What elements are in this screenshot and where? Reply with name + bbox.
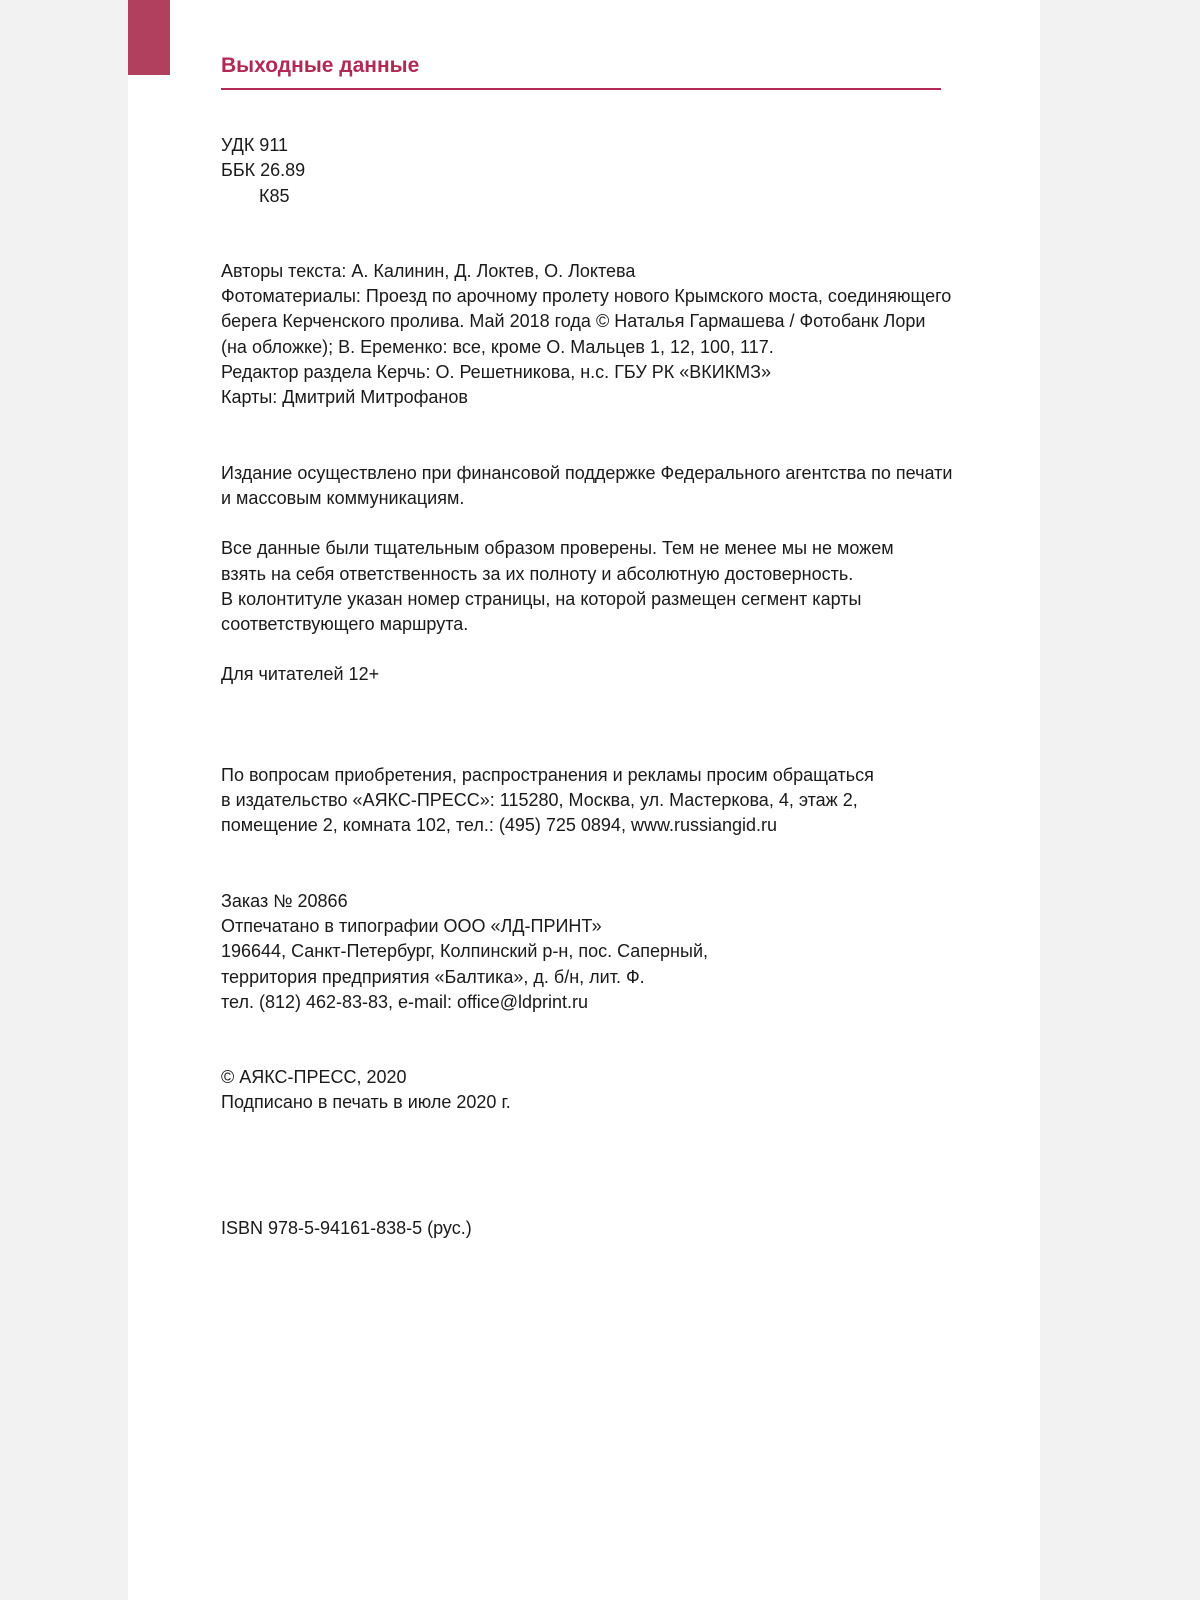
printing-line: Заказ № 20866 [221,890,348,911]
contacts-line: помещение 2, комната 102, тел.: (495) 725 0894, www.russiangid.ru [221,815,778,836]
disclaimer-line: взять на себя ответственность за их полноту и абсолютную достоверность. [221,563,854,584]
page-title: Выходные данные [221,52,941,90]
credits-line: берега Керченского пролива. Май 2018 года © Наталья Гармашева / Фотобанк Лори [221,311,926,332]
corner-accent-tab [128,0,170,75]
printing-line: тел. (812) 462-83-83, e-mail: office@ldprint.ru [221,991,589,1012]
isbn: ISBN 978-5-94161-838-5 (рус.) [221,1217,472,1238]
contacts-block [221,763,941,839]
age-rating: Для читателей 12+ [221,664,380,685]
disclaimer-block [221,536,941,637]
contacts-line: По вопросам приобретения, распространения и рекламы просим обращаться [221,764,874,785]
contacts-line: в издательство «АЯКС-ПРЕСС»: 115280, Москва, ул. Мастеркова, 4, этаж 2, [221,790,858,811]
isbn-block [221,1216,941,1241]
credits-block [221,259,952,411]
disclaimer-line: Все данные были тщательным образом проверены. Тем не менее мы не можем [221,538,894,559]
printing-block [221,889,941,1015]
imprint-content [221,52,953,1241]
bbk-code: ББК 26.89 [221,160,306,181]
copyright-line: Подписано в печать в июле 2020 г. [221,1092,511,1113]
printing-line: 196644, Санкт-Петербург, Колпинский р-н, пос. Саперный, [221,941,708,962]
classification-block [221,133,941,209]
credits-line: Фотоматериалы: Проезд по арочному пролету нового Крымского моста, соединяющего [221,286,952,307]
credits-line: Карты: Дмитрий Митрофанов [221,387,468,408]
support-block [221,461,953,512]
age-rating-block [221,662,941,687]
disclaimer-line: соответствующего маршрута. [221,614,469,635]
credits-line: (на обложке); В. Еременко: все, кроме О. Мальцев 1, 12, 100, 117. [221,336,774,357]
support-line: Издание осуществлено при финансовой поддержке Федерального агентства по печати [221,462,953,483]
disclaimer-line: В колонтитуле указан номер страницы, на которой размещен сегмент карты [221,588,862,609]
udk-code: УДК 911 [221,135,288,155]
copyright-block [221,1065,941,1116]
printing-line: Отпечатано в типографии ООО «ЛД-ПРИНТ» [221,915,602,936]
credits-line: Авторы текста: А. Калинин, Д. Локтев, О. Локтева [221,260,636,281]
support-line: и массовым коммуникациям. [221,487,465,508]
copyright-line: © АЯКС-ПРЕСС, 2020 [221,1067,407,1088]
printing-line: территория предприятия «Балтика», д. б/н, лит. Ф. [221,966,645,987]
author-mark: К85 [259,185,290,206]
credits-line: Редактор раздела Керчь: О. Решетникова, н.с. ГБУ РК «ВКИКМЗ» [221,362,772,383]
